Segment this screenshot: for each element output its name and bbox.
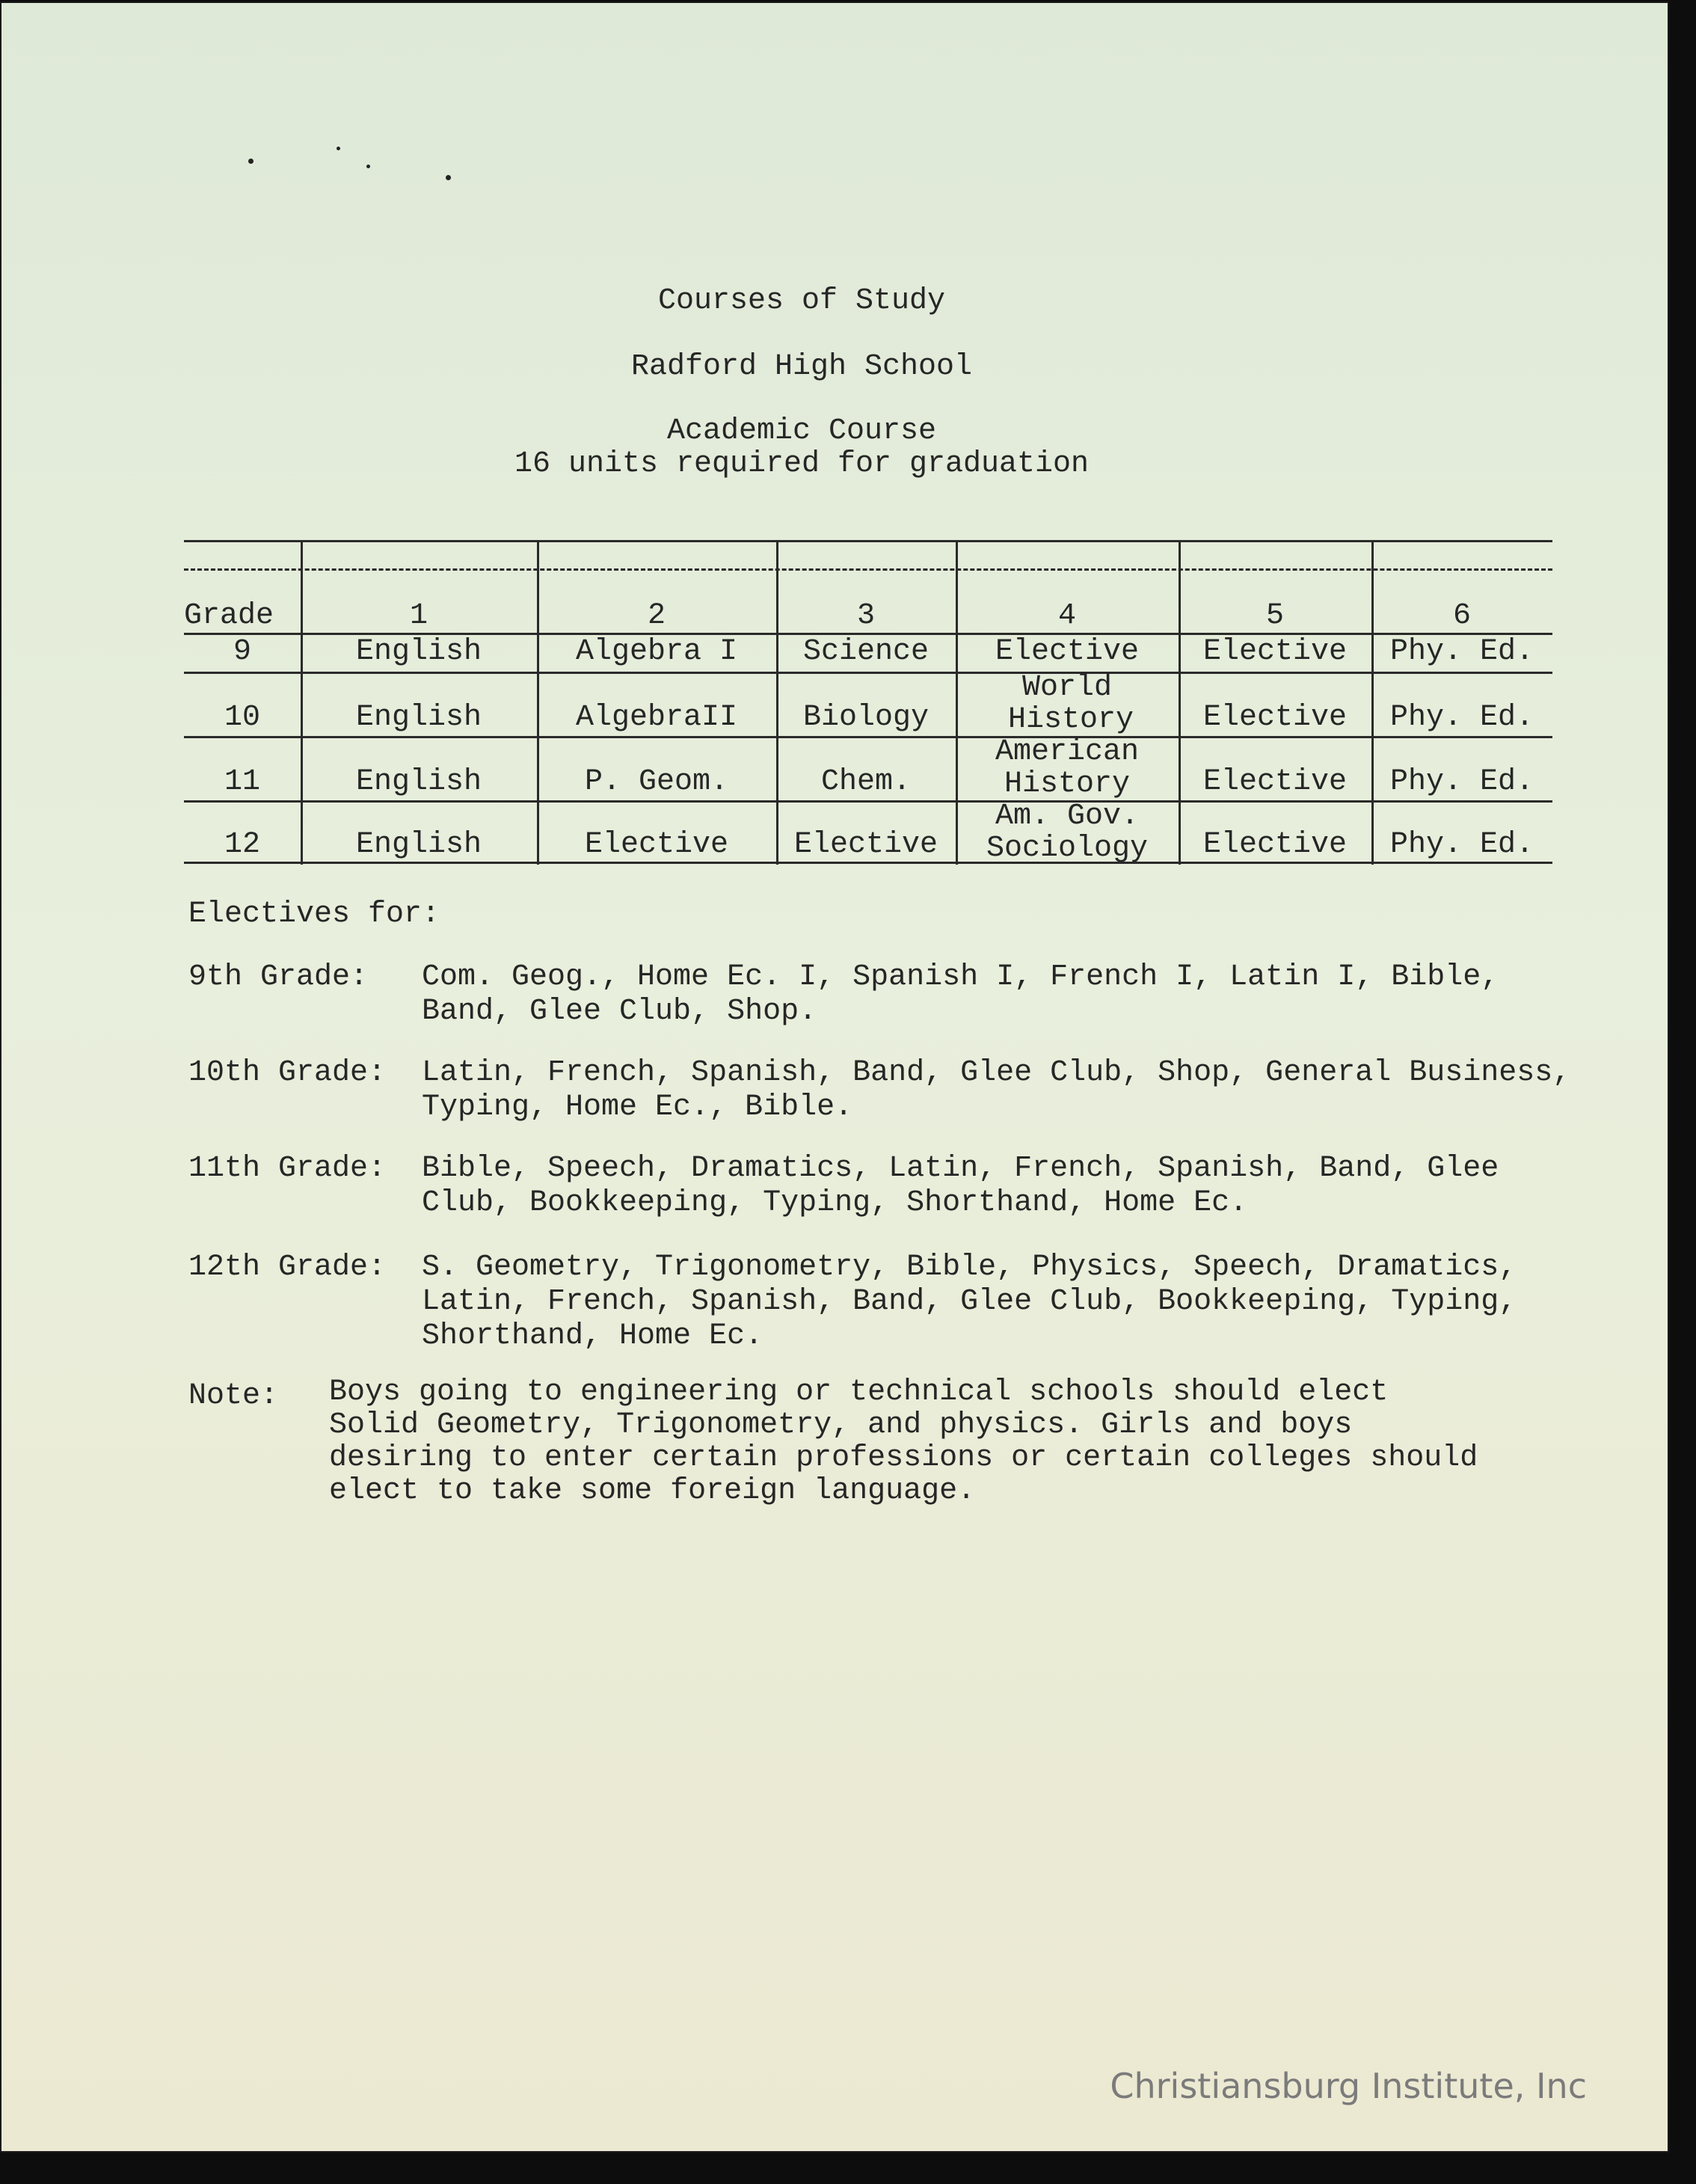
column-header: 6 xyxy=(1452,599,1471,633)
title-courses-of-study: Courses of Study xyxy=(657,284,946,318)
note-text: Boys going to engineering or technical schools should elect Solid Geometry, Trigonometry, and physics. Girls and boys desiring to enter certain professions or certain colleges should elect to take some foreign language. xyxy=(329,1375,1478,1508)
table-cell: Elective xyxy=(995,635,1140,669)
grade-header: Grade xyxy=(184,599,274,633)
table-rule xyxy=(184,736,1552,738)
table-cell: Phy. Ed. xyxy=(1389,635,1534,669)
elective-list: Com. Geog., Home Ec. I, Spanish I, French I, Latin I, Bible, Band, Glee Club, Shop. xyxy=(422,960,1499,1028)
table-rule xyxy=(184,862,1552,864)
table-cell: English xyxy=(355,765,482,799)
table-cell: Phy. Ed. xyxy=(1389,701,1534,734)
course-name: Academic Course xyxy=(666,414,937,448)
table-cell: Elective xyxy=(584,828,729,862)
note-label: Note: xyxy=(188,1379,279,1413)
elective-grade-label: 11th Grade: xyxy=(188,1152,387,1185)
table-rule xyxy=(184,568,1552,571)
table-cell: AlgebraII xyxy=(575,701,738,734)
school-name: Radford High School xyxy=(630,350,973,384)
table-cell: P. Geom. xyxy=(584,765,729,799)
grade-cell: 9 xyxy=(233,635,251,669)
ink-speck xyxy=(337,147,340,150)
table-cell: Elective xyxy=(1202,701,1348,734)
table-cell: Chem. xyxy=(820,765,912,799)
table-cell: English xyxy=(355,701,482,734)
table-rule xyxy=(184,672,1552,674)
elective-grade-label: 12th Grade: xyxy=(188,1251,387,1284)
elective-list: S. Geometry, Trigonometry, Bible, Physics, Speech, Dramatics, Latin, French, Spanish, Band, Glee Club, Bookkeeping, Typing, Shorthand, Home Ec. xyxy=(422,1251,1517,1353)
column-header: 1 xyxy=(409,599,428,633)
ink-speck xyxy=(366,165,370,168)
course-table xyxy=(184,540,1552,865)
electives-heading: Electives for: xyxy=(188,898,440,931)
table-cell: Elective xyxy=(1202,635,1348,669)
table-cell: Am. Gov. Sociology xyxy=(986,800,1149,865)
column-header: 4 xyxy=(1057,599,1076,633)
table-cell: Elective xyxy=(1202,828,1348,862)
table-cell: American History xyxy=(995,735,1140,801)
grade-cell: 11 xyxy=(224,765,260,799)
elective-list: Bible, Speech, Dramatics, Latin, French, Spanish, Band, Glee Club, Bookkeeping, Typing, Shorthand, Home Ec. xyxy=(422,1152,1499,1220)
table-rule xyxy=(184,540,1552,542)
table-cell: English xyxy=(355,635,482,669)
table-cell: Biology xyxy=(802,701,930,734)
column-header: 3 xyxy=(856,599,875,633)
table-cell: Phy. Ed. xyxy=(1389,765,1534,799)
document-page xyxy=(1,3,1668,2151)
table-rule xyxy=(184,800,1552,803)
grade-cell: 10 xyxy=(224,701,260,734)
grade-cell: 12 xyxy=(224,828,260,862)
elective-grade-label: 10th Grade: xyxy=(188,1056,387,1090)
table-cell: English xyxy=(355,828,482,862)
table-cell: Elective xyxy=(793,828,938,862)
elective-list: Latin, French, Spanish, Band, Glee Club, Shop, General Business, Typing, Home Ec., Bible. xyxy=(422,1056,1571,1124)
watermark: Christiansburg Institute, Inc xyxy=(1110,2066,1587,2106)
table-cell: Science xyxy=(802,635,930,669)
column-header: 2 xyxy=(647,599,666,633)
table-cell: World History xyxy=(1008,671,1134,737)
table-cell: Phy. Ed. xyxy=(1389,828,1534,862)
ink-speck xyxy=(248,159,254,164)
elective-grade-label: 9th Grade: xyxy=(188,960,369,994)
ink-speck xyxy=(446,175,451,180)
units-required: 16 units required for graduation xyxy=(514,447,1090,481)
table-cell: Elective xyxy=(1202,765,1348,799)
column-header: 5 xyxy=(1265,599,1284,633)
table-cell: Algebra I xyxy=(575,635,738,669)
